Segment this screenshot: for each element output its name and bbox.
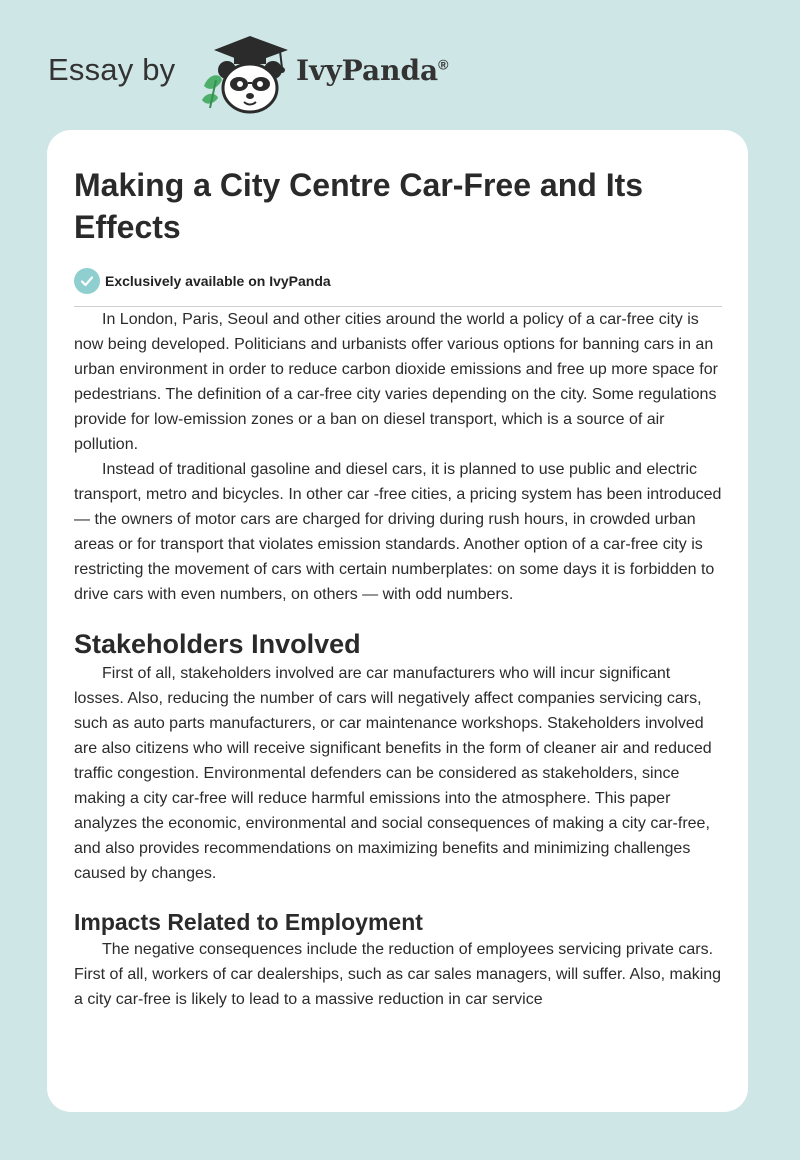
essay-card [47, 130, 748, 1112]
site-header [48, 34, 548, 114]
essay-by-label: Essay by [48, 52, 176, 87]
essay-title: Making a City Centre Car-Free and Its Effects [74, 167, 644, 245]
intro-paragraph-1: In London, Paris, Seoul and other cities around the world a policy of a car-free city is now being developed. Politicians and urbanists offer various options for banning cars in an urban environment in order to reduce carbon dioxide emissions and free up more space for pedestrians. The definition of a car-free city varies depending on the city. Some regulations provide for low-emission zones or a ban on diesel transport, which is a source of air pollution. [74, 311, 718, 453]
employment-paragraph: The negative consequences include the reduction of employees servicing private cars. First of all, workers of car dealerships, such as car sales managers, will suffer. Also, making a city car-free is likely to lead to a massive reduction in car service [74, 941, 722, 1008]
brand-name-text: IvyPanda [296, 54, 439, 87]
check-icon [74, 268, 100, 294]
essay-content [74, 164, 724, 1012]
intro-paragraph-2: Instead of traditional gasoline and diesel cars, it is planned to use public and electric transport, metro and bicycles. In other car -free cities, a pricing system has been introduced — the owners of motor cars are charged for driving during rush hours, in crowded urban areas or for transport that violates emission standards. Another option of a car-free city is restricting the movement of cars with certain numberplates: on some days it is forbidden to drive cars with even numbers, on others — with odd numbers. [74, 461, 722, 603]
employment-heading: Impacts Related to Employment [74, 909, 423, 935]
stakeholders-paragraph: First of all, stakeholders involved are car manufacturers who will incur significant losses. Also, reducing the number of cars will negatively affect companies servicing cars, such as auto parts manufacturers, or car maintenance workshops. Stakeholders involved are also citizens who will receive significant benefits in the form of cleaner air and reduced traffic congestion. Environmental defenders can be considered as stakeholders, since making a city car-free will reduce harmful emissions into the atmosphere. This paper analyzes the economic, environmental and social consequences of making a city car-free, and also provides recommendations on maximizing benefits and minimizing challenges caused by changes. [74, 665, 712, 882]
exclusive-badge [74, 267, 724, 295]
brand-name[interactable] [296, 54, 449, 87]
stakeholders-heading: Stakeholders Involved [74, 629, 361, 659]
exclusive-label: Exclusively available on IvyPanda [105, 273, 331, 289]
registered-mark: ® [438, 56, 449, 73]
panda-logo-icon[interactable] [200, 34, 292, 114]
